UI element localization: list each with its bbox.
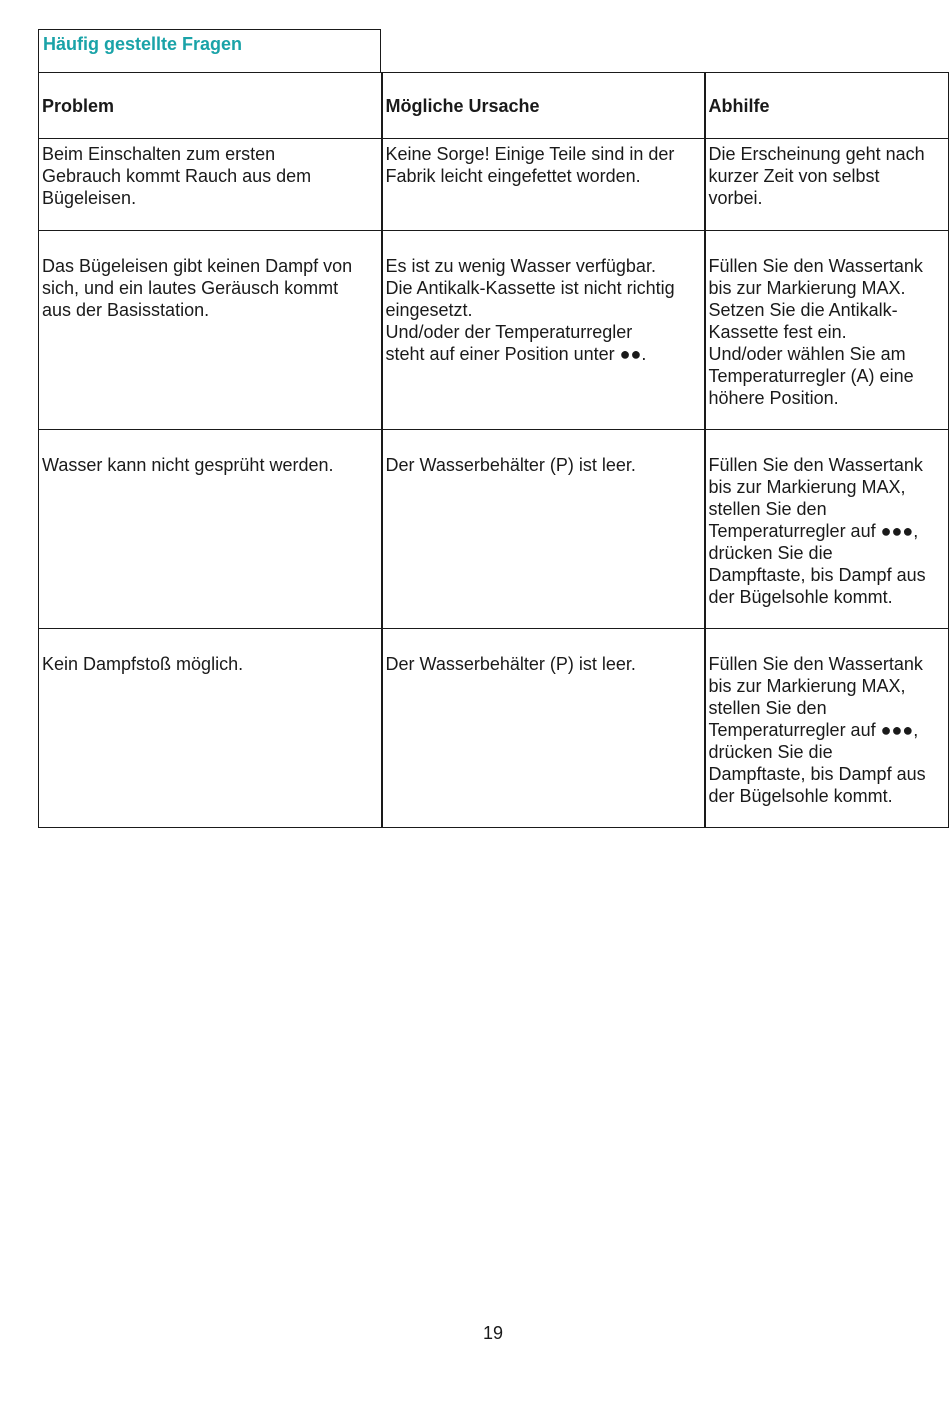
- section-title-box: [38, 29, 381, 73]
- faq-table: [38, 72, 949, 828]
- problem-cell: Beim Einschalten zum ersten Gebrauch kommt Rauch aus dem Bügeleisen.: [39, 139, 382, 231]
- header-problem: Problem: [39, 73, 382, 139]
- remedy-cell: Füllen Sie den Wassertank bis zur Markierung MAX, stellen Sie den Temperaturregler auf ●●●, drücken Sie die Dampftaste, bis Dampf aus der Bügelsohle kommt.: [705, 430, 949, 629]
- remedy-cell: Füllen Sie den Wassertank bis zur Markierung MAX. Setzen Sie die Antikalk- Kassette fest ein. Und/oder wählen Sie am Temperaturregler (A) eine höhere Position.: [705, 231, 949, 430]
- header-cause: Mögliche Ursache: [382, 73, 705, 139]
- table-row: [39, 629, 949, 828]
- problem-cell: Das Bügeleisen gibt keinen Dampf von sich, und ein lautes Geräusch kommt aus der Basisstation.: [39, 231, 382, 430]
- table-header-row: [39, 73, 949, 139]
- cause-cell: Es ist zu wenig Wasser verfügbar. Die Antikalk-Kassette ist nicht richtig eingesetzt. Und/oder der Temperaturregler steht auf einer Position unter ●●.: [382, 231, 705, 430]
- header-remedy: Abhilfe: [705, 73, 949, 139]
- cause-cell: Der Wasserbehälter (P) ist leer.: [382, 629, 705, 828]
- remedy-cell: Die Erscheinung geht nach kurzer Zeit von selbst vorbei.: [705, 139, 949, 231]
- remedy-cell: Füllen Sie den Wassertank bis zur Markierung MAX, stellen Sie den Temperaturregler auf ●●●, drücken Sie die Dampftaste, bis Dampf aus der Bügelsohle kommt.: [705, 629, 949, 828]
- problem-cell: Wasser kann nicht gesprüht werden.: [39, 430, 382, 629]
- table-row: [39, 430, 949, 629]
- cause-cell: Keine Sorge! Einige Teile sind in der Fabrik leicht eingefettet worden.: [382, 139, 705, 231]
- table-row: [39, 139, 949, 231]
- problem-cell: Kein Dampfstoß möglich.: [39, 629, 382, 828]
- page-number: 19: [482, 1323, 504, 1343]
- table-row: [39, 231, 949, 430]
- section-title: Häufig gestellte Fragen: [43, 34, 243, 54]
- cause-cell: Der Wasserbehälter (P) ist leer.: [382, 430, 705, 629]
